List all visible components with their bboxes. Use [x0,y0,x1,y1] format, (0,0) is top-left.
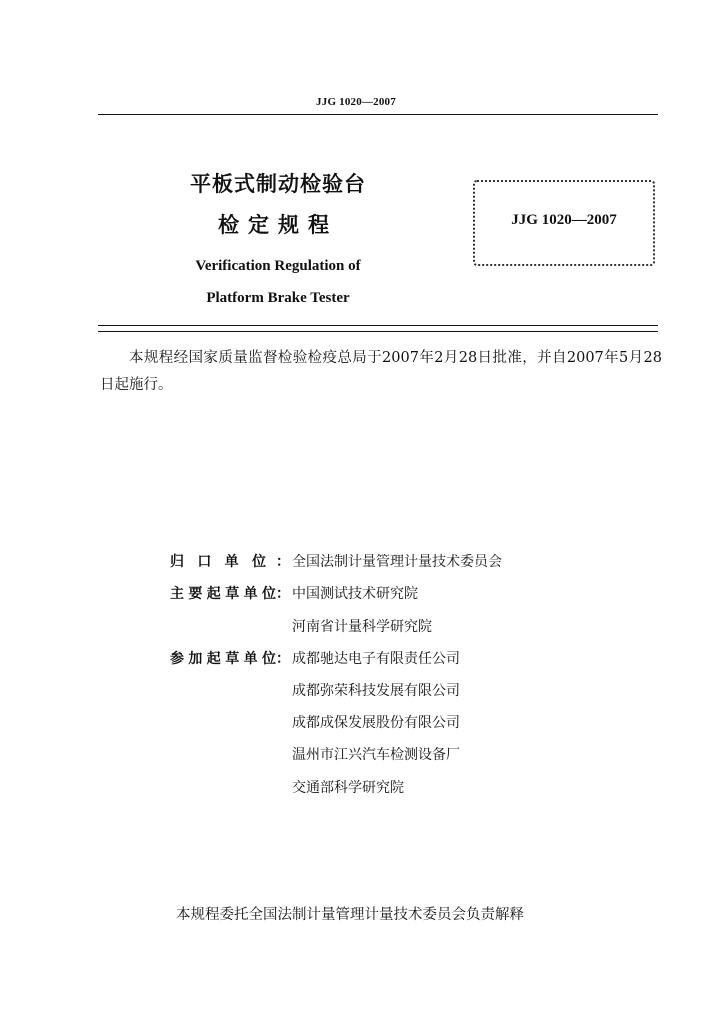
main-drafters-label: 主要起草单位 [170,586,276,602]
info-row-responsible [170,551,570,573]
info-row-participants [170,648,570,670]
participant-item: 交通部科学研究院 [292,780,404,796]
info-row-participants-3 [170,712,570,734]
header-standard-code: JJG 1020—2007 [316,96,396,108]
participant-item: 成都驰达电子有限责任公司 [292,651,460,667]
participant-item: 成都成保发展股份有限公司 [292,715,460,731]
main-drafter-item: 中国测试技术研究院 [292,586,418,602]
info-row-participants-4 [170,744,570,766]
standard-number-code: JJG 1020—2007 [511,212,617,228]
title-chinese-line1: 平板式制动检验台 [190,172,366,196]
info-row-participants-5 [170,777,570,799]
participants-colon: ： [276,651,290,667]
responsible-unit-value: 全国法制计量管理计量技术委员会 [292,554,502,570]
title-section-rule-upper [98,325,658,326]
title-english-line2: Platform Brake Tester [206,290,350,306]
participant-item: 成都弥荣科技发展有限公司 [292,683,460,699]
interpretation-note: 本规程委托全国法制计量管理计量技术委员会负责解释 [176,907,524,923]
main-drafters-colon: ： [276,586,290,602]
title-english-line1: Verification Regulation of [195,258,361,274]
responsible-unit-label: 归口单位 [170,554,266,570]
approval-statement: 本规程经国家质量监督检验检疫总局于2007年2月28日批准，并自2007年5月28日起施行。 [100,350,662,393]
main-drafter-item: 河南省计量科学研究院 [292,619,432,635]
participant-item: 温州市江兴汽车检测设备厂 [292,747,460,763]
title-section-rule-lower [98,331,658,332]
info-row-main-drafters [170,583,570,605]
participants-label: 参加起草单位 [170,651,276,667]
info-row-main-drafters-2 [170,616,570,638]
title-chinese-line2: 检定规程 [218,213,338,237]
responsible-unit-colon: ： [276,554,290,570]
header-rule [98,114,658,115]
info-row-participants-2 [170,680,570,702]
